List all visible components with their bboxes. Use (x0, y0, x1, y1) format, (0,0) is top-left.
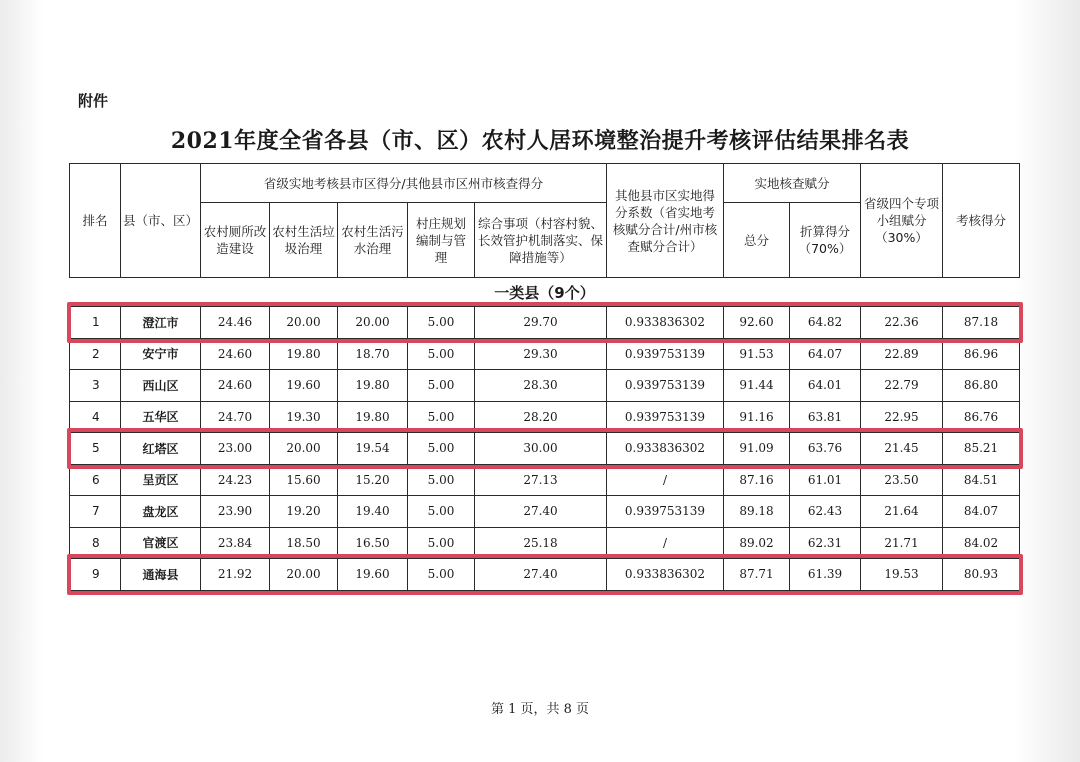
cell-rank: 6 (70, 464, 121, 496)
cell-rank: 7 (70, 496, 121, 528)
cell-final: 86.76 (943, 401, 1020, 433)
cell-toilet: 24.23 (201, 464, 270, 496)
category-label: 一类县（9个） (70, 278, 1020, 307)
table-row (70, 370, 1020, 402)
cell-rank: 2 (70, 338, 121, 370)
cell-comprehensive: 27.13 (475, 464, 607, 496)
cell-coefficient: / (607, 464, 724, 496)
cell-planning: 5.00 (408, 370, 475, 402)
table-row (70, 307, 1020, 339)
cell-sewage: 19.80 (338, 401, 408, 433)
cell-coefficient: 0.939753139 (607, 496, 724, 528)
cell-sewage: 16.50 (338, 527, 408, 559)
cell-special: 22.89 (861, 338, 943, 370)
cell-coefficient: 0.933836302 (607, 433, 724, 465)
attachment-label: 附件 (78, 92, 109, 110)
cell-garbage: 19.30 (270, 401, 338, 433)
cell-county: 五华区 (121, 401, 201, 433)
cell-comprehensive: 28.30 (475, 370, 607, 402)
cell-rank: 5 (70, 433, 121, 465)
header-total: 总分 (724, 203, 790, 278)
cell-planning: 5.00 (408, 527, 475, 559)
cell-comprehensive: 27.40 (475, 496, 607, 528)
cell-total: 89.18 (724, 496, 790, 528)
cell-planning: 5.00 (408, 307, 475, 339)
header-sewage: 农村生活污水治理 (338, 203, 408, 278)
cell-garbage: 20.00 (270, 433, 338, 465)
cell-special: 22.79 (861, 370, 943, 402)
cell-converted: 64.01 (790, 370, 861, 402)
cell-sewage: 19.60 (338, 559, 408, 591)
cell-garbage: 20.00 (270, 559, 338, 591)
cell-converted: 64.07 (790, 338, 861, 370)
cell-special: 22.95 (861, 401, 943, 433)
cell-comprehensive: 27.40 (475, 559, 607, 591)
table-row (70, 338, 1020, 370)
cell-comprehensive: 25.18 (475, 527, 607, 559)
cell-planning: 5.00 (408, 496, 475, 528)
cell-toilet: 24.46 (201, 307, 270, 339)
cell-planning: 5.00 (408, 433, 475, 465)
cell-comprehensive: 30.00 (475, 433, 607, 465)
cell-rank: 8 (70, 527, 121, 559)
cell-sewage: 20.00 (338, 307, 408, 339)
cell-garbage: 20.00 (270, 307, 338, 339)
ranking-table (69, 163, 1020, 591)
cell-rank: 9 (70, 559, 121, 591)
cell-special: 21.64 (861, 496, 943, 528)
cell-toilet: 23.00 (201, 433, 270, 465)
cell-total: 91.09 (724, 433, 790, 465)
table-row (70, 496, 1020, 528)
cell-county: 官渡区 (121, 527, 201, 559)
cell-sewage: 19.80 (338, 370, 408, 402)
cell-total: 92.60 (724, 307, 790, 339)
cell-rank: 3 (70, 370, 121, 402)
cell-converted: 63.76 (790, 433, 861, 465)
cell-sewage: 15.20 (338, 464, 408, 496)
cell-converted: 63.81 (790, 401, 861, 433)
cell-special: 23.50 (861, 464, 943, 496)
cell-garbage: 18.50 (270, 527, 338, 559)
cell-final: 85.21 (943, 433, 1020, 465)
cell-county: 通海县 (121, 559, 201, 591)
header-comprehensive: 综合事项（村容村貌、长效管护机制落实、保障措施等） (475, 203, 607, 278)
header-garbage: 农村生活垃圾治理 (270, 203, 338, 278)
cell-toilet: 24.60 (201, 370, 270, 402)
cell-county: 澄江市 (121, 307, 201, 339)
cell-planning: 5.00 (408, 464, 475, 496)
cell-planning: 5.00 (408, 338, 475, 370)
cell-county: 西山区 (121, 370, 201, 402)
cell-planning: 5.00 (408, 559, 475, 591)
cell-toilet: 23.90 (201, 496, 270, 528)
cell-special: 22.36 (861, 307, 943, 339)
cell-garbage: 19.20 (270, 496, 338, 528)
cell-garbage: 15.60 (270, 464, 338, 496)
cell-coefficient: 0.939753139 (607, 370, 724, 402)
cell-comprehensive: 28.20 (475, 401, 607, 433)
cell-converted: 64.82 (790, 307, 861, 339)
cell-total: 91.16 (724, 401, 790, 433)
cell-total: 87.71 (724, 559, 790, 591)
cell-garbage: 19.80 (270, 338, 338, 370)
cell-final: 87.18 (943, 307, 1020, 339)
cell-coefficient: 0.933836302 (607, 559, 724, 591)
page-title: 2021年度全省各县（市、区）农村人居环境整治提升考核评估结果排名表 (170, 128, 910, 154)
cell-final: 86.80 (943, 370, 1020, 402)
table-row (70, 559, 1020, 591)
cell-comprehensive: 29.70 (475, 307, 607, 339)
cell-planning: 5.00 (408, 401, 475, 433)
cell-final: 84.02 (943, 527, 1020, 559)
header-county: 县（市、区） (121, 164, 201, 278)
cell-converted: 62.43 (790, 496, 861, 528)
cell-sewage: 18.70 (338, 338, 408, 370)
cell-special: 19.53 (861, 559, 943, 591)
cell-toilet: 24.60 (201, 338, 270, 370)
cell-coefficient: / (607, 527, 724, 559)
cell-toilet: 21.92 (201, 559, 270, 591)
table-row (70, 401, 1020, 433)
cell-final: 86.96 (943, 338, 1020, 370)
cell-toilet: 23.84 (201, 527, 270, 559)
cell-coefficient: 0.939753139 (607, 401, 724, 433)
cell-county: 红塔区 (121, 433, 201, 465)
cell-county: 盘龙区 (121, 496, 201, 528)
header-special-group: 省级四个专项小组赋分（30%） (861, 164, 943, 278)
header-rank: 排名 (70, 164, 121, 278)
cell-total: 89.02 (724, 527, 790, 559)
cell-total: 87.16 (724, 464, 790, 496)
header-group-field: 实地核查赋分 (724, 164, 861, 203)
cell-comprehensive: 29.30 (475, 338, 607, 370)
table-row (70, 464, 1020, 496)
header-assessment-score: 考核得分 (943, 164, 1020, 278)
cell-final: 80.93 (943, 559, 1020, 591)
cell-sewage: 19.54 (338, 433, 408, 465)
cell-converted: 61.39 (790, 559, 861, 591)
cell-garbage: 19.60 (270, 370, 338, 402)
cell-rank: 4 (70, 401, 121, 433)
cell-county: 呈贡区 (121, 464, 201, 496)
cell-total: 91.53 (724, 338, 790, 370)
cell-special: 21.45 (861, 433, 943, 465)
header-coefficient: 其他县市区实地得分系数（省实地考核赋分合计/州市核查赋分合计） (607, 164, 724, 278)
cell-coefficient: 0.933836302 (607, 307, 724, 339)
header-group-provincial: 省级实地考核县市区得分/其他县市区州市核查得分 (201, 164, 607, 203)
cell-sewage: 19.40 (338, 496, 408, 528)
page-footer: 第 1 页，共 8 页 (490, 702, 590, 717)
cell-toilet: 24.70 (201, 401, 270, 433)
cell-rank: 1 (70, 307, 121, 339)
header-planning: 村庄规划编制与管理 (408, 203, 475, 278)
header-converted: 折算得分（70%） (790, 203, 861, 278)
cell-total: 91.44 (724, 370, 790, 402)
header-toilet: 农村厕所改造建设 (201, 203, 270, 278)
cell-county: 安宁市 (121, 338, 201, 370)
cell-converted: 62.31 (790, 527, 861, 559)
table-row (70, 433, 1020, 465)
cell-special: 21.71 (861, 527, 943, 559)
cell-converted: 61.01 (790, 464, 861, 496)
cell-final: 84.51 (943, 464, 1020, 496)
table-row (70, 527, 1020, 559)
cell-coefficient: 0.939753139 (607, 338, 724, 370)
cell-final: 84.07 (943, 496, 1020, 528)
